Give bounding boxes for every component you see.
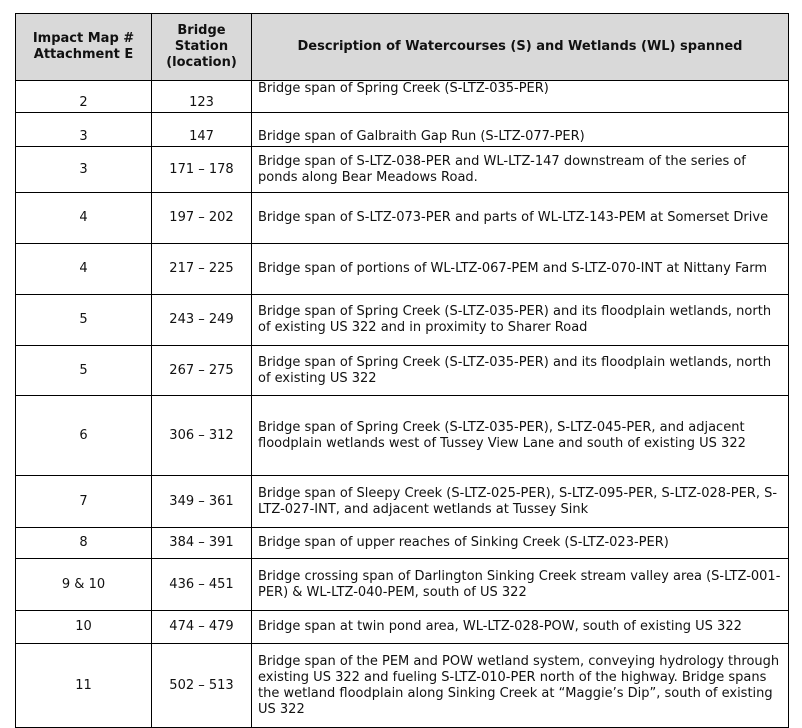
impact-map-cell: 9 & 10 bbox=[16, 559, 152, 611]
table-row bbox=[16, 559, 789, 611]
bridge-station-cell: 243 – 249 bbox=[152, 295, 252, 346]
bridge-station-cell: 349 – 361 bbox=[152, 476, 252, 528]
header-impact-map bbox=[16, 14, 152, 81]
impact-map-cell: 10 bbox=[16, 611, 152, 644]
bridge-station-cell: 197 – 202 bbox=[152, 193, 252, 244]
description-cell: Bridge span of Spring Creek (S-LTZ-035-PER), S-LTZ-045-PER, and adjacent floodplain wetlands west of Tussey View Lane and south of existing US 322 bbox=[252, 396, 789, 476]
bridge-station-cell: 384 – 391 bbox=[152, 528, 252, 559]
description-cell: Bridge span of Sleepy Creek (S-LTZ-025-PER), S-LTZ-095-PER, S-LTZ-028-PER, S-LTZ-027-INT, and adjacent wetlands at Tussey Sink bbox=[252, 476, 789, 528]
impact-map-cell: 11 bbox=[16, 644, 152, 728]
table-row bbox=[16, 528, 789, 559]
table-row bbox=[16, 113, 789, 147]
description-cell: Bridge span of Spring Creek (S-LTZ-035-PER) bbox=[252, 81, 789, 113]
bridge-span-table bbox=[15, 13, 789, 728]
table-row bbox=[16, 147, 789, 193]
table-row bbox=[16, 81, 789, 113]
description-cell: Bridge span of Spring Creek (S-LTZ-035-PER) and its floodplain wetlands, north of existing US 322 bbox=[252, 346, 789, 396]
impact-map-cell: 7 bbox=[16, 476, 152, 528]
description-cell: Bridge span of portions of WL-LTZ-067-PEM and S-LTZ-070-INT at Nittany Farm bbox=[252, 244, 789, 295]
header-bridge-station bbox=[152, 14, 252, 81]
bridge-station-cell: 171 – 178 bbox=[152, 147, 252, 193]
impact-map-cell: 4 bbox=[16, 244, 152, 295]
description-cell: Bridge crossing span of Darlington Sinking Creek stream valley area (S-LTZ-001-PER) & WL-LTZ-040-PEM, south of US 322 bbox=[252, 559, 789, 611]
description-cell: Bridge span at twin pond area, WL-LTZ-028-POW, south of existing US 322 bbox=[252, 611, 789, 644]
header-station-line2: Station bbox=[174, 39, 229, 54]
header-description: Description of Watercourses (S) and Wetlands (WL) spanned bbox=[252, 14, 789, 81]
table-row bbox=[16, 644, 789, 728]
impact-map-cell: 3 bbox=[16, 147, 152, 193]
description-cell: Bridge span of Galbraith Gap Run (S-LTZ-077-PER) bbox=[252, 113, 789, 147]
bridge-station-cell: 502 – 513 bbox=[152, 644, 252, 728]
bridge-station-cell: 306 – 312 bbox=[152, 396, 252, 476]
description-cell: Bridge span of S-LTZ-038-PER and WL-LTZ-147 downstream of the series of ponds along Bear Meadows Road. bbox=[252, 147, 789, 193]
table-row bbox=[16, 295, 789, 346]
impact-map-cell: 5 bbox=[16, 346, 152, 396]
header-station-line3: (location) bbox=[166, 55, 237, 70]
impact-map-cell: 3 bbox=[16, 113, 152, 147]
impact-map-cell: 6 bbox=[16, 396, 152, 476]
description-cell: Bridge span of S-LTZ-073-PER and parts of WL-LTZ-143-PEM at Somerset Drive bbox=[252, 193, 789, 244]
bridge-station-cell: 436 – 451 bbox=[152, 559, 252, 611]
bridge-station-cell: 217 – 225 bbox=[152, 244, 252, 295]
table-row bbox=[16, 476, 789, 528]
description-cell: Bridge span of the PEM and POW wetland system, conveying hydrology through existing US 322 and fueling S-LTZ-010-PER north of the highway. Bridge spans the wetland floodplain along Sinking Creek at “Maggie’s Dip”, south of existing US 322 bbox=[252, 644, 789, 728]
impact-map-cell: 4 bbox=[16, 193, 152, 244]
table-row bbox=[16, 396, 789, 476]
header-impact-map-line2: Attachment E bbox=[33, 47, 134, 62]
description-cell: Bridge span of upper reaches of Sinking Creek (S-LTZ-023-PER) bbox=[252, 528, 789, 559]
bridge-station-cell: 123 bbox=[152, 81, 252, 113]
description-cell: Bridge span of Spring Creek (S-LTZ-035-PER) and its floodplain wetlands, north of existing US 322 and in proximity to Sharer Road bbox=[252, 295, 789, 346]
impact-map-cell: 8 bbox=[16, 528, 152, 559]
impact-map-cell: 2 bbox=[16, 81, 152, 113]
table-header-row bbox=[16, 14, 789, 81]
header-station-line1: Bridge bbox=[177, 23, 226, 38]
table-row bbox=[16, 193, 789, 244]
impact-map-cell: 5 bbox=[16, 295, 152, 346]
table-row bbox=[16, 346, 789, 396]
bridge-station-cell: 474 – 479 bbox=[152, 611, 252, 644]
header-impact-map-line1: Impact Map # bbox=[32, 31, 135, 46]
bridge-station-cell: 147 bbox=[152, 113, 252, 147]
table-row bbox=[16, 611, 789, 644]
bridge-station-cell: 267 – 275 bbox=[152, 346, 252, 396]
table-row bbox=[16, 244, 789, 295]
